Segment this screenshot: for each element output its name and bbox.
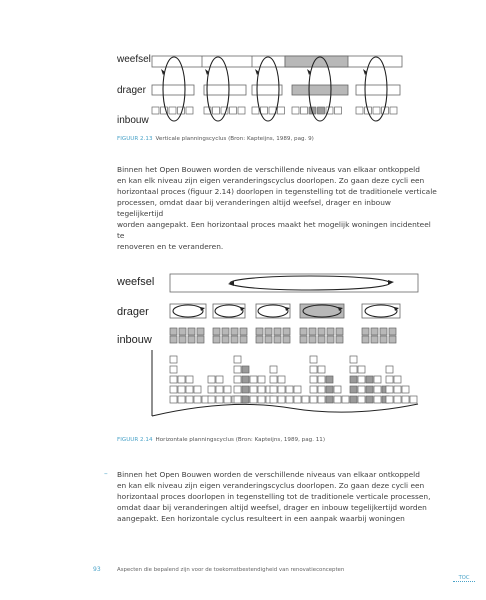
module-square (336, 328, 343, 335)
module-square (194, 386, 201, 393)
module-square (326, 376, 333, 383)
module-square (342, 396, 349, 403)
module-square (371, 336, 378, 343)
module-square (188, 336, 195, 343)
figure2-caption-number: FIGUUR 2.14 (117, 437, 153, 443)
module-square (178, 396, 185, 403)
module-square (256, 336, 263, 343)
module-square (310, 386, 317, 393)
module-square (234, 356, 241, 363)
module-square (350, 356, 357, 363)
module-square (270, 386, 277, 393)
module-square (318, 386, 325, 393)
module-square (350, 396, 357, 403)
module-square (302, 396, 309, 403)
module-square (358, 396, 365, 403)
module-square (336, 336, 343, 343)
module-square (286, 386, 293, 393)
module-square (309, 336, 316, 343)
body-paragraph-2: Binnen het Open Bouwen worden de verschillende niveaus van elkaar ontkoppeld en kan elk niveau zijn eigen veranderingscyclus doorlopen. Zo gaan deze cycli een horizontaal proces doorlopen in tegenstelling tot de traditionele verticale processen, omdat daar bij veranderingen altijd weefsel, drager en inbouw tegelijkertijd worden aangepakt. Een horizontale cyclus resulteert in een aanpak waarbij woningen (117, 470, 431, 523)
module-square (286, 396, 293, 403)
module-square (242, 366, 249, 373)
module-square (222, 336, 229, 343)
module-square (327, 328, 334, 335)
module-square (250, 396, 257, 403)
fig1-label-drager: drager (117, 85, 146, 96)
module-square (278, 376, 285, 383)
module-square (252, 107, 259, 114)
module-square (350, 386, 357, 393)
fig2-label-inbouw: inbouw (117, 334, 152, 346)
module-square (402, 396, 409, 403)
module-square (294, 386, 301, 393)
module-square (270, 396, 277, 403)
module-square (410, 396, 417, 403)
module-square (318, 376, 325, 383)
module-square (270, 366, 277, 373)
module-square (186, 396, 193, 403)
module-square (240, 336, 247, 343)
module-square (208, 386, 215, 393)
figure2-caption (117, 437, 325, 443)
module-square (278, 386, 285, 393)
module-square (278, 107, 285, 114)
module-square (334, 396, 341, 403)
module-square (380, 328, 387, 335)
module-square (231, 336, 238, 343)
module-square (256, 328, 263, 335)
module-square (301, 107, 308, 114)
module-square (234, 366, 241, 373)
module-square (318, 366, 325, 373)
module-square (366, 376, 373, 383)
module-square (358, 386, 365, 393)
module-square (327, 336, 334, 343)
module-square (292, 107, 299, 114)
running-footer: Aspecten die bepalend zijn voor de toekomstbestendigheid van renovatieconcepten (117, 567, 345, 573)
module-square (170, 396, 177, 403)
module-square (294, 396, 301, 403)
module-square (152, 107, 159, 114)
module-square (278, 396, 285, 403)
module-square (186, 386, 193, 393)
fig2-label-weefsel: weefsel (117, 276, 155, 288)
module-square (310, 366, 317, 373)
module-square (362, 328, 369, 335)
module-square (216, 396, 223, 403)
module-square (318, 328, 325, 335)
module-square (242, 396, 249, 403)
figure1-caption (117, 136, 314, 142)
figure1-caption-number: FIGUUR 2.13 (117, 136, 153, 142)
module-square (170, 386, 177, 393)
module-square (178, 386, 185, 393)
figure1-caption-text: Verticale planningscyclus (Bron: Kapteijns, 1989, pag. 9) (155, 136, 314, 142)
module-square (394, 376, 401, 383)
module-square (380, 336, 387, 343)
fig1-label-inbouw: inbouw (117, 115, 149, 126)
module-square (178, 376, 185, 383)
module-square (300, 328, 307, 335)
body-paragraph-1: Binnen het Open Bouwen worden de verschillende niveaus van elkaar ontkoppeld en kan elk niveau zijn eigen veranderingscyclus doorlopen. Zo gaan deze cycli een horizontaal proces (figuur 2.14) doorlopen in tegenstelling tot de traditionele verticale processen, omdat daar bij veranderingen altijd weefsel, drager en inbouw tegelijkertijd worden aangepakt. Een horizontaal proces maakt het mogelijk woningen incidenteel te renoveren en te veranderen. (117, 165, 437, 251)
module-square (386, 396, 393, 403)
module-square (216, 376, 223, 383)
module-square (231, 328, 238, 335)
module-square (224, 396, 231, 403)
module-square (374, 386, 381, 393)
module-square (386, 386, 393, 393)
module-square (234, 396, 241, 403)
module-square (242, 386, 249, 393)
module-square (373, 107, 380, 114)
module-square (258, 376, 265, 383)
module-square (213, 336, 220, 343)
module-square (394, 386, 401, 393)
module-square (250, 376, 257, 383)
module-square (170, 356, 177, 363)
bullet-dash: – (104, 469, 108, 478)
figure-vertical-cycle (150, 45, 410, 133)
module-square (283, 328, 290, 335)
module-square (242, 376, 249, 383)
module-square (216, 386, 223, 393)
module-square (274, 336, 281, 343)
module-square (197, 336, 204, 343)
module-square (258, 386, 265, 393)
module-square (309, 328, 316, 335)
module-square (335, 107, 342, 114)
module-square (170, 328, 177, 335)
module-square (186, 376, 193, 383)
module-square (170, 366, 177, 373)
figure-horizontal-cycle (150, 268, 420, 418)
module-square (350, 376, 357, 383)
module-square (188, 328, 195, 335)
module-square (186, 107, 193, 114)
module-square (389, 328, 396, 335)
module-square (386, 376, 393, 383)
module-square (310, 356, 317, 363)
module-square (234, 386, 241, 393)
module-square (197, 328, 204, 335)
module-square (265, 336, 272, 343)
module-square (310, 376, 317, 383)
module-square (230, 107, 237, 114)
module-square (356, 107, 363, 114)
module-square (270, 376, 277, 383)
module-square (358, 366, 365, 373)
module-square (318, 396, 325, 403)
module-square (318, 336, 325, 343)
module-square (374, 396, 381, 403)
module-square (402, 386, 409, 393)
module-square (326, 396, 333, 403)
module-square (261, 107, 268, 114)
module-square (366, 386, 373, 393)
module-square (394, 396, 401, 403)
module-square (240, 328, 247, 335)
module-square (213, 107, 220, 114)
module-square (238, 107, 245, 114)
module-square (170, 336, 177, 343)
module-square (170, 376, 177, 383)
module-square (310, 396, 317, 403)
module-square (334, 386, 341, 393)
module-square (350, 366, 357, 373)
toc-link[interactable]: TOC (453, 575, 475, 582)
module-square (283, 336, 290, 343)
fig1-label-weefsel: weefsel (117, 54, 151, 65)
module-square (194, 396, 201, 403)
module-square (274, 328, 281, 335)
module-square (224, 386, 231, 393)
module-square (222, 328, 229, 335)
module-square (250, 386, 257, 393)
module-square (389, 336, 396, 343)
fig2-label-drager: drager (117, 306, 149, 318)
page-number: 93 (93, 566, 101, 573)
figure2-caption-text: Horizontale planningscyclus (Bron: Kapteijns, 1989, pag. 11) (155, 437, 326, 443)
module-square (358, 376, 365, 383)
module-square (300, 336, 307, 343)
module-square (318, 107, 325, 114)
module-square (208, 396, 215, 403)
module-square (208, 376, 215, 383)
module-square (258, 396, 265, 403)
module-square (234, 376, 241, 383)
module-square (213, 328, 220, 335)
module-square (374, 376, 381, 383)
module-square (265, 328, 272, 335)
module-square (366, 396, 373, 403)
module-square (326, 386, 333, 393)
module-square (179, 336, 186, 343)
module-square (371, 328, 378, 335)
module-square (179, 328, 186, 335)
module-square (362, 336, 369, 343)
module-square (386, 366, 393, 373)
module-square (169, 107, 176, 114)
module-square (390, 107, 397, 114)
